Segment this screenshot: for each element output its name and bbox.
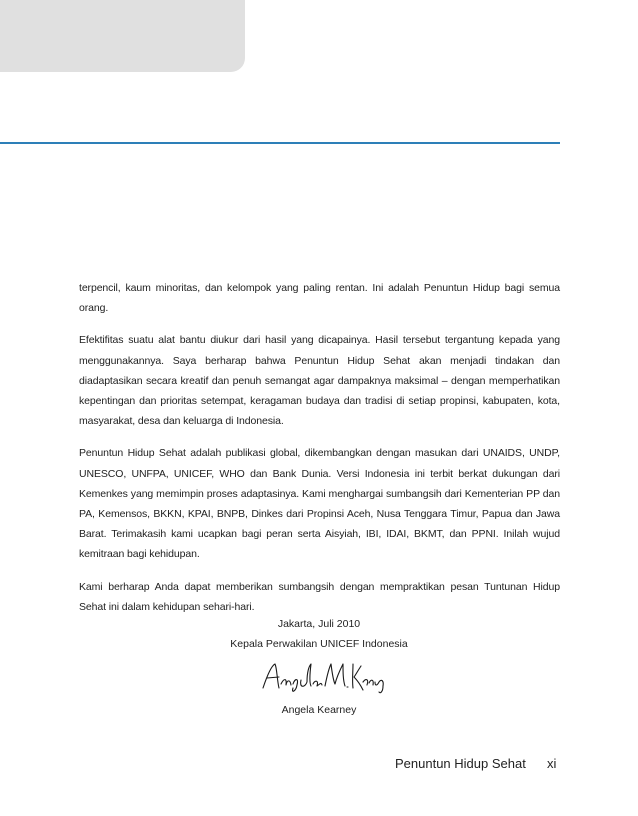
position-title: Kepala Perwakilan UNICEF Indonesia bbox=[230, 638, 408, 650]
page-number: xi bbox=[547, 756, 557, 771]
header-rule bbox=[0, 142, 560, 144]
closing-block bbox=[0, 614, 638, 720]
signature-image bbox=[257, 658, 387, 698]
corner-tab bbox=[0, 0, 245, 72]
body-text bbox=[79, 278, 560, 629]
paragraph-1: terpencil, kaum minoritas, dan kelompok yang paling rentan. Ini adalah Penuntun Hidup bagi semua orang. bbox=[79, 282, 560, 315]
place-date: Jakarta, Juli 2010 bbox=[277, 618, 361, 630]
footer-title: Penuntun Hidup Sehat bbox=[395, 756, 526, 771]
signatory-name: Angela Kearney bbox=[281, 704, 357, 716]
paragraph-4: Kami berharap Anda dapat memberikan sumbangsih dengan mempraktikan pesan Tuntunan Hidup Sehat ini dalam kehidupan sehari-hari. bbox=[79, 580, 560, 613]
paragraph-2: Efektifitas suatu alat bantu diukur dari hasil yang dicapainya. Hasil tersebut tergantung kepada yang menggunakannya. Saya berharap bahwa Penuntun Hidup Sehat akan menjadi tindakan dan diadaptasikan secara kreatif dan penuh semangat agar dampaknya maksimal – dengan memperhatikan kepentingan dan prioritas setempat, keragaman budaya dan tradisi di setiap propinsi, kabupaten, kota, masyarakat, desa dan keluarga di Indonesia. bbox=[79, 334, 560, 428]
paragraph-3: Penuntun Hidup Sehat adalah publikasi global, dikembangkan dengan masukan dari UNAIDS, UNDP, UNESCO, UNFPA, UNICEF, WHO dan Bank Dunia. Versi Indonesia ini terbit berkat dukungan dari Kemenkes yang memimpin proses adaptasinya. Kami menghargai sumbangsih dari Kementerian PP dan PA, Kemensos, BKKN, KPAI, BNPB, Dinkes dari Propinsi Aceh, Nusa Tenggara Timur, Papua dan Jawa Barat. Terimakasih kami ucapkan bagi peran serta Aisyiah, IBI, IDAI, BKMT, dan PPNI. Inilah wujud kemitraan bagi kehidupan. bbox=[79, 447, 560, 561]
